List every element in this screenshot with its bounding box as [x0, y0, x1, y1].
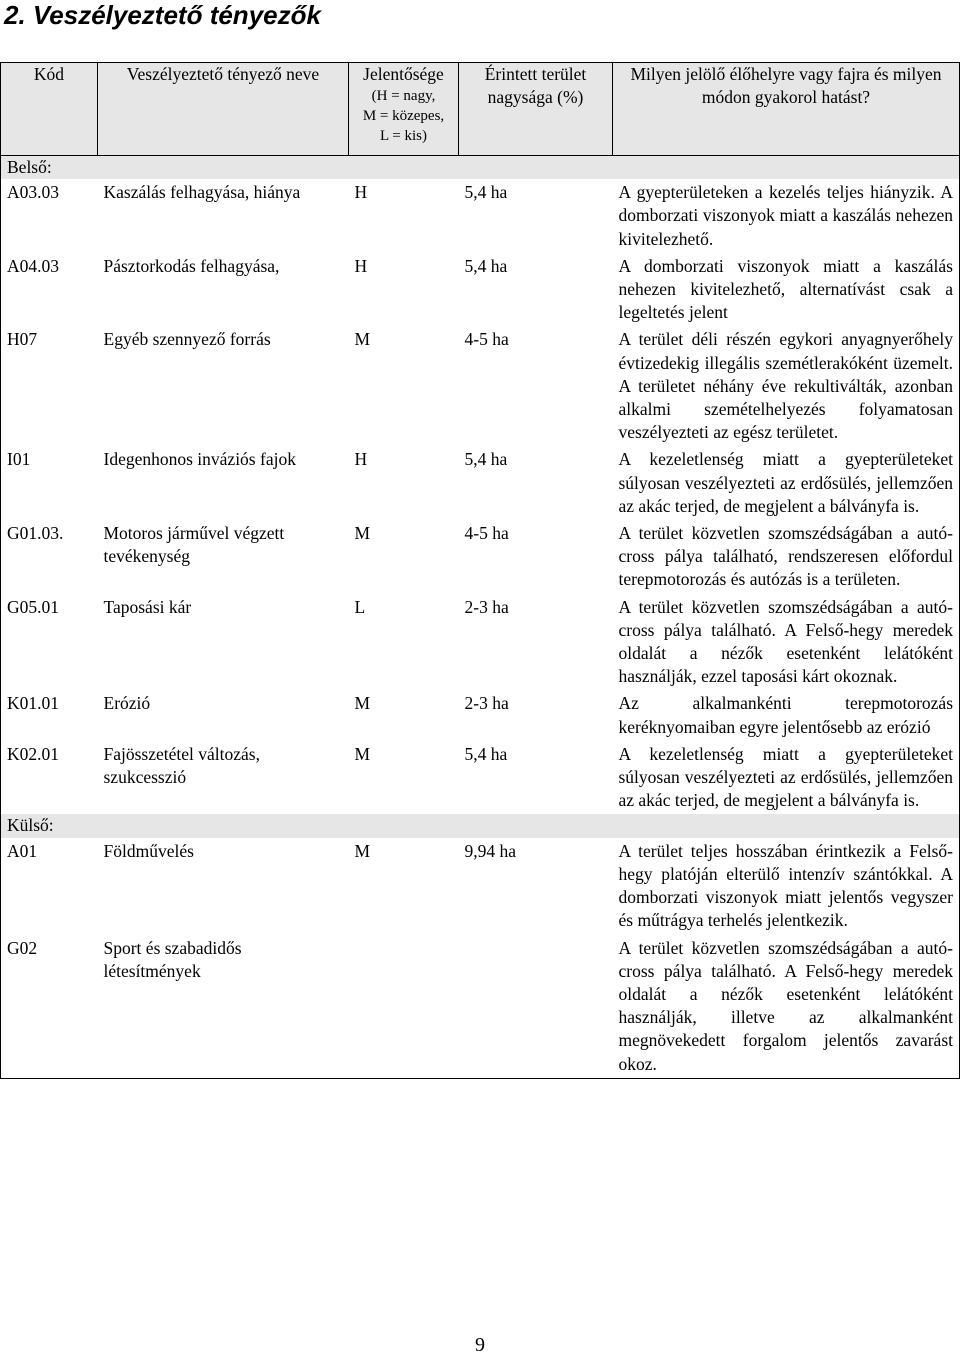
cell-effect: A terület közvetlen szomszédságában a autó-cross pálya található, rendszeresen előfordul terepmotorozás és autózás is a területen. [618, 523, 953, 590]
cell-area: 4-5 ha [464, 523, 509, 544]
cell-area [459, 935, 613, 1079]
section-row-external [1, 814, 960, 837]
cell-importance: H [354, 182, 368, 203]
cell-importance: M [354, 693, 371, 714]
cell-name: Erózió [103, 693, 151, 714]
cell-code: I01 [7, 449, 31, 470]
cell-code: A03.03 [7, 182, 60, 203]
cell-area: 4-5 ha [464, 329, 509, 350]
cell-code: A04.03 [7, 255, 60, 276]
cell-area: 5,4 ha [464, 449, 508, 470]
cell-area: 2-3 ha [464, 596, 509, 617]
header-effect: Milyen jelölő élőhelyre vagy fajra és milyen módon gyakorol hatást? [613, 63, 960, 156]
section-label-external: Külső: [1, 814, 960, 837]
cell-name: Sport és szabadidős létesítmények [103, 937, 242, 981]
table-row [1, 253, 960, 327]
cell-effect: Az alkalmankénti terepmotorozás keréknyomaiban egyre jelentősebb az erózió [618, 693, 953, 737]
cell-importance: M [354, 840, 371, 861]
cell-effect: A terület déli részén egykori anyagnyerőhely évtizedekig illegális szemétlerakóként üzemelt. A területet néhány éve rekultiválták, azonban alkalmi szemételhelyezés folyamatosan veszélyezteti az egész területet. [618, 329, 953, 443]
cell-code: A01 [7, 840, 38, 861]
table-row [1, 446, 960, 520]
threats-table [0, 62, 960, 1079]
header-importance-line3: L = kis) [379, 128, 428, 145]
header-importance [349, 63, 459, 156]
cell-effect: A gyepterületeken a kezelés teljes hiányzik. A domborzati viszonyok miatt a kaszálás nehezen kivitelezhető. [618, 182, 953, 249]
table-body [1, 156, 960, 1079]
cell-name: Földművelés [103, 840, 194, 861]
cell-importance: H [354, 449, 368, 470]
cell-importance [349, 935, 459, 1079]
cell-name: Egyéb szennyező forrás [103, 329, 271, 350]
cell-effect: A kezeletlenség miatt a gyepterületeket súlyosan veszélyezteti az erdősülés, jellemzően az akác terjed, de megjelent a bálványfa is. [618, 743, 953, 811]
cell-area: 5,4 ha [464, 182, 508, 203]
cell-name: Kaszálás felhagyása, hiánya [103, 182, 301, 203]
table-row [1, 594, 960, 691]
table-row [1, 741, 960, 815]
cell-code: G02 [7, 937, 38, 958]
section-label-internal: Belső: [1, 156, 960, 180]
table-row [1, 690, 960, 740]
cell-name: Pásztorkodás felhagyása, [103, 255, 280, 276]
section-row-internal [1, 156, 960, 180]
header-name: Veszélyeztető tényező neve [98, 63, 349, 156]
cell-effect: A terület közvetlen szomszédságában a autó-cross pálya található. A Felső-hegy meredek oldalát a nézők esetenként lelátóként használják, illetve az alkalmanként megnövekedett forgalom jelentős zavarást okoz. [618, 937, 953, 1074]
cell-importance: H [354, 255, 368, 276]
table-row [1, 520, 960, 594]
cell-effect: A kezeletlenség miatt a gyepterületeket súlyosan veszélyezteti az erdősülés, jellemzően az akác terjed, de megjelent a bálványfa is. [618, 449, 953, 516]
cell-code: H07 [7, 329, 38, 350]
cell-effect: A domborzati viszonyok miatt a kaszálás nehezen kivitelezhető, alternatívást csak a legeltetés jelent [618, 255, 953, 323]
header-area: Érintett terület nagysága (%) [459, 63, 613, 156]
cell-code: K01.01 [7, 693, 60, 714]
cell-importance: M [354, 523, 371, 544]
table-row [1, 935, 960, 1079]
cell-area: 2-3 ha [464, 693, 509, 714]
cell-effect: A terület közvetlen szomszédságában a autó-cross pálya található. A Felső-hegy meredek oldalát a nézők esetenként lelátóként használják, ezzel taposási kárt okoznak. [618, 596, 953, 687]
cell-area: 9,94 ha [464, 840, 517, 861]
cell-area: 5,4 ha [464, 743, 508, 764]
table-row [1, 838, 960, 935]
cell-name: Fajösszetétel változás, szukcesszió [103, 743, 260, 788]
cell-code: G05.01 [7, 596, 60, 617]
cell-area: 5,4 ha [464, 255, 508, 276]
header-code: Kód [1, 63, 98, 156]
table-header-row [1, 63, 960, 156]
cell-importance: L [354, 596, 366, 617]
table-row [1, 179, 960, 253]
header-importance-line2: M = közepes, [362, 108, 445, 125]
section-heading: 2. Veszélyeztető tényezők [4, 0, 321, 30]
cell-importance: M [354, 743, 371, 764]
header-importance-line1: (H = nagy, [371, 88, 436, 105]
table-row [1, 326, 960, 446]
cell-name: Motoros járművel végzett tevékenység [103, 523, 285, 567]
cell-name: Taposási kár [103, 596, 192, 617]
cell-code: K02.01 [7, 743, 60, 764]
cell-importance: M [354, 329, 371, 350]
cell-code: G01.03. [7, 523, 64, 544]
cell-effect: A terület teljes hosszában érintkezik a Felső-hegy platóján elterülő intenzív szántókkal. A domborzati viszonyok miatt jelentős vegyszer és műtrágya terhelés jelentkezik. [618, 840, 953, 931]
page-number: 9 [475, 1334, 485, 1356]
cell-name: Idegenhonos inváziós fajok [103, 449, 296, 470]
header-importance-title: Jelentősége [363, 64, 444, 84]
